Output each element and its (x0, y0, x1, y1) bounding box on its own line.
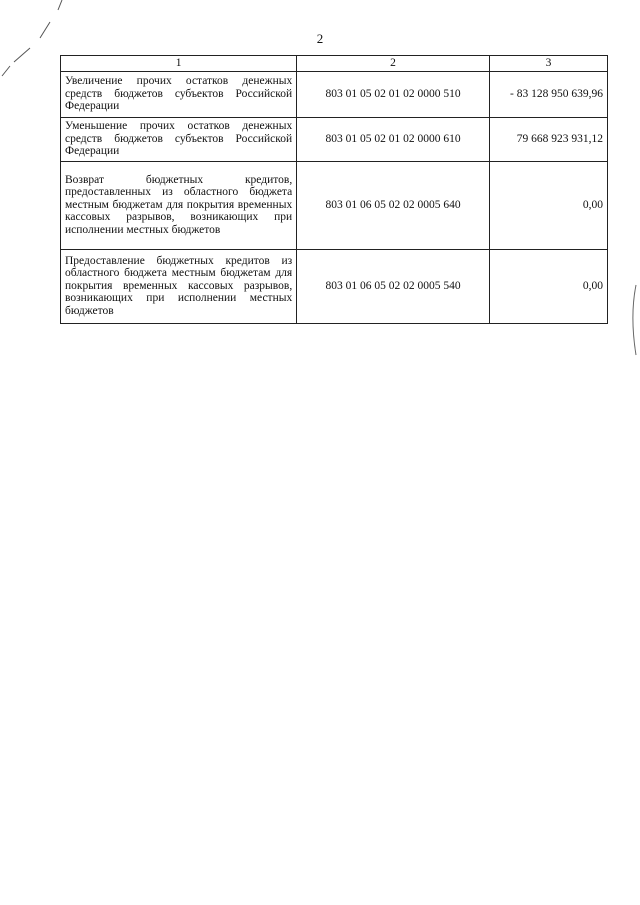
row-description: Возврат бюджетных кредитов, предоставленных из областного бюджета местным бюджетам для покрытия временных кассовых разрывов, возникающих при исполнении местных бюджетов (61, 161, 297, 249)
row-amount: - 83 128 950 639,96 (489, 71, 607, 117)
budget-sources-table (60, 55, 608, 324)
row-amount: 0,00 (489, 161, 607, 249)
column-header-1: 1 (61, 56, 297, 72)
page-number: 2 (316, 31, 324, 46)
scan-artifact-right (626, 280, 640, 360)
row-budget-code: 803 01 06 05 02 02 0005 540 (297, 249, 490, 323)
row-budget-code: 803 01 05 02 01 02 0000 510 (297, 71, 490, 117)
row-amount: 79 668 923 931,12 (489, 117, 607, 161)
row-amount: 0,00 (489, 249, 607, 323)
table-row (61, 249, 608, 323)
table-header-row (61, 56, 608, 72)
row-description: Уменьшение прочих остатков денежных средств бюджетов субъектов Российской Федерации (61, 117, 297, 161)
row-description: Предоставление бюджетных кредитов из областного бюджета местным бюджетам для покрытия временных кассовых разрывов, возникающих при исполнении местных бюджетов (61, 249, 297, 323)
column-header-2: 2 (297, 56, 490, 72)
table-row (61, 161, 608, 249)
row-description: Увеличение прочих остатков денежных средств бюджетов субъектов Российской Федерации (61, 71, 297, 117)
row-budget-code: 803 01 06 05 02 02 0005 640 (297, 161, 490, 249)
column-header-3: 3 (489, 56, 607, 72)
table-row (61, 117, 608, 161)
table-row (61, 71, 608, 117)
row-budget-code: 803 01 05 02 01 02 0000 610 (297, 117, 490, 161)
